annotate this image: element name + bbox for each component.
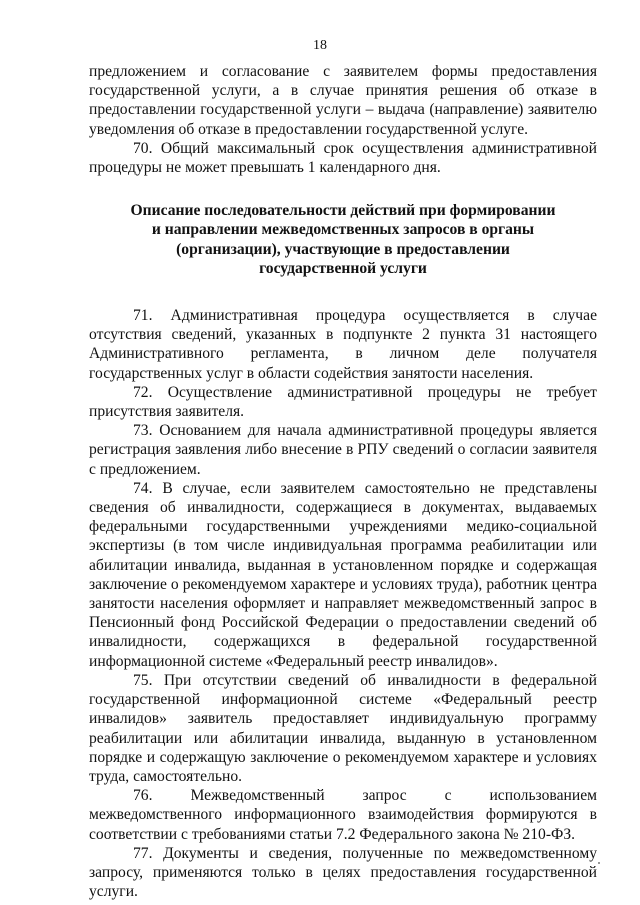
section-title-line: и направлении межведомственных запросов в органы <box>151 221 535 239</box>
paragraph-74: 74. В случае, если заявителем самостоятельно не представлены сведения об инвалидности, содержащиеся в документах, выдаваемых федеральными государственными учреждениями медико-социальной экспертизы (в том числе индивидуальная программа реабилитации или абилитации инвалида, выданная в установленном порядке и содержащая заключение о рекомендуемом характере и условиях труда), работник центра занятости населения оформляет и направляет межведомственный запрос в Пенсионный фонд Российской Федерации о предоставлении сведений об инвалидности, содержащихся в федеральной государственной информационной системе «Федеральный реестр инвалидов». <box>89 479 597 670</box>
section-title <box>89 201 597 278</box>
paragraph-73: 73. Основанием для начала административной процедуры является регистрация заявления либо внесение в РПУ сведений о согласии заявителя с предложением. <box>89 422 597 478</box>
intro-paragraph: предложением и согласование с заявителем формы предоставления государственной услуги, а в случае принятия решения об отказе в предоставлении государственной услуги – выдача (направление) заявителю уведомления об отказе в предоставлении государственной услуге. <box>89 63 597 138</box>
paragraph-70: 70. Общий максимальный срок осуществления административной процедуры не может превышать 1 календарного дня. <box>89 139 597 177</box>
paragraph-77: 77. Документы и сведения, полученные по межведомственному запросу, применяются только в целях предоставления государственной услуги. <box>89 844 597 901</box>
paragraph-72: 72. Осуществление административной процедуры не требует присутствия заявителя. <box>89 383 597 421</box>
scan-speck <box>598 862 600 864</box>
section-title-line: государственной услуги <box>259 259 427 277</box>
paragraph-75: 75. При отсутствии сведений об инвалидности в федеральной государственной информационной системе «Федеральный реестр инвалидов» заявитель предоставляет индивидуальную программу реабилитации или абилитации инвалида, выданную в установленном порядке и содержащую заключение о рекомендуемом характере и условиях труда, самостоятельно. <box>89 671 597 785</box>
section-title-line: Описание последовательности действий при формировании <box>130 202 556 220</box>
document-body <box>89 62 597 901</box>
page-number: 18 <box>313 38 327 53</box>
paragraph-76: 76. Межведомственный запрос с использованием межведомственного информационного взаимодействия формируются в соответствии с требованиями статьи 7.2 Федерального закона № 210-ФЗ. <box>89 787 597 843</box>
paragraph-71: 71. Административная процедура осуществляется в случае отсутствия сведений, указанных в подпункте 2 пункта 31 настоящего Административного регламента, в личном деле получателя государственных услуг в области содействия занятости населения. <box>89 307 597 382</box>
section-title-line: (организации), участвующие в предоставлении <box>176 240 510 258</box>
